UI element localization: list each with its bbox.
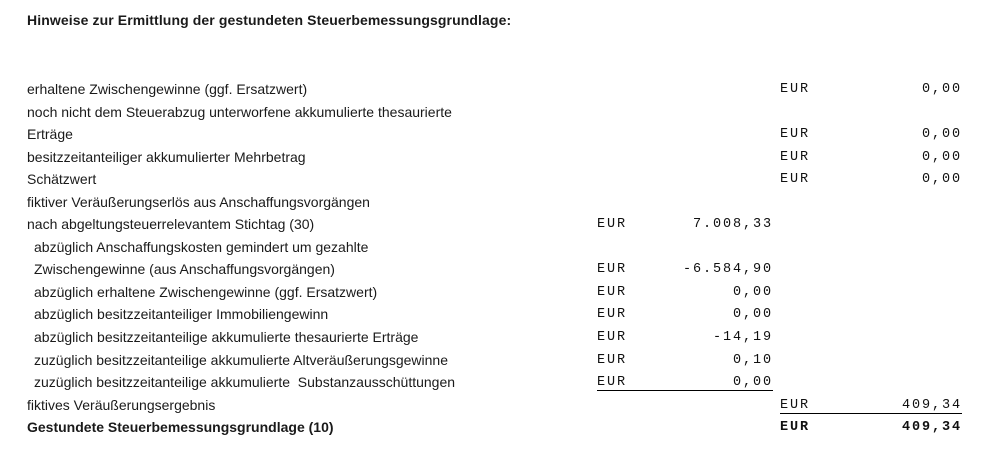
currency-label: EUR: [780, 172, 811, 188]
currency-label: EUR: [780, 420, 811, 436]
right-amount-cell: [780, 239, 962, 256]
table-row: [0, 81, 1000, 104]
table-row: [0, 239, 1000, 262]
row-label: abzüglich besitzzeitanteilige akkumulierte thesaurierte Erträge: [34, 329, 419, 346]
table-row: [0, 261, 1000, 284]
table-row: [0, 216, 1000, 239]
table-row-total: [0, 419, 1000, 442]
row-label: besitzzeitanteiliger akkumulierter Mehrbetrag: [27, 148, 306, 165]
mid-amount-cell: [597, 171, 773, 188]
currency-label: EUR: [780, 149, 811, 165]
amount-value: 409,34: [901, 420, 962, 436]
table-row: [0, 194, 1000, 217]
amount-value: 0,10: [732, 352, 773, 368]
table-row: [0, 329, 1000, 352]
mid-amount-cell: [597, 149, 773, 166]
right-amount-cell: [780, 329, 962, 346]
amount-value: 0,00: [921, 82, 962, 97]
currency-label: EUR: [597, 284, 628, 300]
row-label: abzüglich besitzzeitanteiliger Immobiliengewinn: [34, 306, 329, 323]
right-amount-cell-underlined: [780, 397, 962, 414]
table-row: [0, 149, 1000, 172]
currency-label: EUR: [780, 127, 811, 143]
row-label: abzüglich Anschaffungskosten gemindert um gezahlte: [34, 238, 369, 255]
row-label: zuzüglich besitzzeitanteilige akkumulierte Substanzausschüttungen: [34, 374, 456, 391]
row-label: erhaltene Zwischengewinne (ggf. Ersatzwert): [27, 81, 308, 97]
mid-amount-cell: [597, 239, 773, 256]
amount-value: -14,19: [712, 330, 773, 346]
table-row: [0, 171, 1000, 194]
currency-label: EUR: [597, 375, 628, 391]
page-title: Hinweise zur Ermittlung der gestundeten Steuerbemessungsgrundlage:: [27, 12, 512, 28]
row-label: Erträge: [27, 126, 73, 143]
mid-amount-cell: [597, 284, 773, 301]
row-label: Schätzwert: [27, 171, 97, 188]
amount-value: 0,00: [921, 127, 962, 143]
right-amount-cell: [780, 374, 962, 391]
mid-amount-cell-underlined: [597, 374, 773, 391]
table-row: [0, 104, 1000, 127]
mid-amount-cell: [597, 397, 773, 414]
right-amount-cell: [780, 216, 962, 233]
row-label: fiktiver Veräußerungserlös aus Anschaffungsvorgängen: [27, 193, 370, 210]
amount-value: 0,00: [921, 149, 962, 165]
right-amount-cell: [780, 306, 962, 323]
right-amount-cell: [780, 126, 962, 143]
currency-label: EUR: [780, 82, 811, 97]
mid-amount-cell: [597, 261, 773, 278]
right-amount-cell: [780, 284, 962, 301]
amount-value: 7.008,33: [692, 217, 773, 233]
amount-value: 409,34: [901, 397, 962, 413]
currency-label: EUR: [597, 217, 628, 233]
table-row: [0, 126, 1000, 149]
mid-amount-cell: [597, 126, 773, 143]
right-amount-cell: [780, 261, 962, 278]
currency-label: EUR: [597, 330, 628, 346]
mid-amount-cell: [597, 194, 773, 211]
table-row: [0, 397, 1000, 420]
mid-amount-cell: [597, 104, 773, 121]
amount-value: 0,00: [921, 172, 962, 188]
mid-amount-cell: [597, 329, 773, 346]
row-label: noch nicht dem Steuerabzug unterworfene akkumulierte thesaurierte: [27, 103, 452, 120]
right-amount-cell: [780, 149, 962, 166]
table-row: [0, 352, 1000, 375]
currency-label: EUR: [597, 352, 628, 368]
currency-label: EUR: [597, 307, 628, 323]
table-row: [0, 306, 1000, 329]
row-label: Gestundete Steuerbemessungsgrundlage (10): [27, 419, 334, 436]
right-amount-cell: [780, 104, 962, 121]
row-label: abzüglich erhaltene Zwischengewinne (ggf. Ersatzwert): [34, 283, 378, 300]
row-label: nach abgeltungsteuerrelevantem Stichtag (30): [27, 216, 315, 233]
tax-calculation-table: [0, 81, 1000, 442]
mid-amount-cell: [597, 352, 773, 369]
amount-value: 0,00: [732, 284, 773, 300]
currency-label: EUR: [780, 397, 811, 413]
amount-value: 0,00: [732, 375, 773, 391]
right-amount-cell: [780, 194, 962, 211]
right-amount-cell: [780, 81, 962, 98]
mid-amount-cell: [597, 419, 773, 436]
right-amount-cell: [780, 352, 962, 369]
row-label: Zwischengewinne (aus Anschaffungsvorgängen): [34, 261, 335, 278]
amount-value: -6.584,90: [682, 262, 773, 278]
row-label: fiktives Veräußerungsergebnis: [27, 396, 216, 413]
mid-amount-cell: [597, 81, 773, 98]
row-label: zuzüglich besitzzeitanteilige akkumulierte Altveräußerungsgewinne: [34, 351, 449, 368]
right-amount-cell: [780, 171, 962, 188]
mid-amount-cell: [597, 306, 773, 323]
table-row: [0, 284, 1000, 307]
amount-value: 0,00: [732, 307, 773, 323]
mid-amount-cell: [597, 216, 773, 233]
currency-label: EUR: [597, 262, 628, 278]
table-row: [0, 374, 1000, 397]
right-amount-cell: [780, 419, 962, 436]
